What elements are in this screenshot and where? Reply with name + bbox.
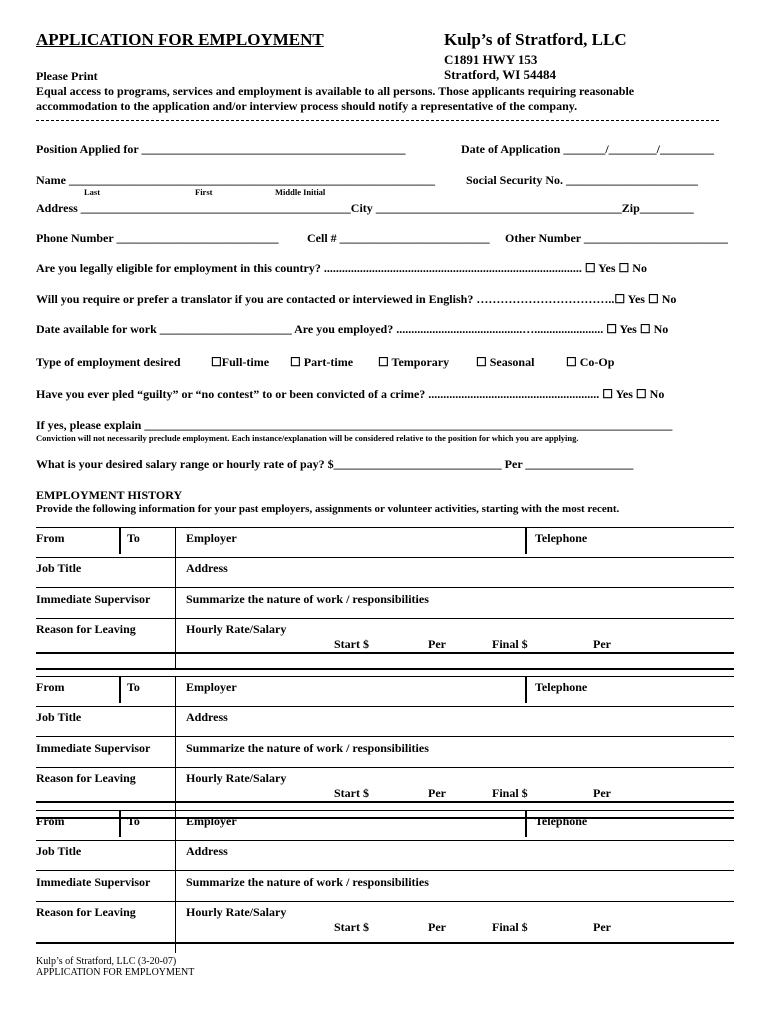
- history-entry-2-job-title-label: Job Title: [36, 710, 82, 724]
- date-available-employed-question[interactable]: Date available for work ______________________ Are you employed? ..........................................…....................... ☐ Yes ☐ No: [36, 322, 669, 336]
- history-entry-1-address-label: Address: [186, 561, 228, 575]
- history-entry-2-rule-1: [36, 706, 734, 707]
- equal-access-notice-line2: accommodation to the application and/or interview process should notify a representative of the company.: [36, 99, 578, 113]
- explain-field[interactable]: If yes, please explain ________________________________________________________________________________________: [36, 418, 673, 432]
- history-entry-1-employer-telephone-divider: [525, 528, 527, 554]
- history-entry-3-employer-telephone-divider: [525, 811, 527, 837]
- header-divider: [36, 120, 719, 121]
- history-entry-1-rule-3: [36, 618, 734, 619]
- history-entry-2-summary-label: Summarize the nature of work / responsibilities: [186, 741, 429, 755]
- crime-question[interactable]: Have you ever pled “guilty” or “no contest” to or been convicted of a crime? ......................................................... ☐ Yes ☐ No: [36, 387, 665, 401]
- history-entry-1-telephone-label: Telephone: [535, 531, 588, 545]
- history-entry-3-column-divider: [175, 810, 176, 953]
- history-entry-1-job-title-label: Job Title: [36, 561, 82, 575]
- cell-field[interactable]: Cell # _________________________: [307, 231, 490, 245]
- history-entry-3-reason-label: Reason for Leaving: [36, 905, 136, 919]
- history-entry-2-from-label: From: [36, 680, 65, 694]
- history-entry-2-bottom-rule-b: [36, 817, 734, 819]
- history-entry-3-hourly-label: Hourly Rate/Salary: [186, 905, 287, 919]
- history-entry-2-to-label: To: [127, 680, 140, 694]
- name-middle-caption: Middle Initial: [275, 187, 326, 197]
- history-entry-3-supervisor-label: Immediate Supervisor: [36, 875, 151, 889]
- history-entry-2-top-rule: [36, 676, 734, 677]
- history-entry-1-reason-label: Reason for Leaving: [36, 622, 136, 636]
- history-entry-3-employer-label: Employer: [186, 814, 237, 828]
- part-time-checkbox[interactable]: ☐ Part-time: [290, 355, 354, 369]
- history-entry-1-top-rule: [36, 527, 734, 528]
- history-entry-1-bottom-rule-a: [36, 652, 734, 654]
- co-op-checkbox[interactable]: ☐ Co-Op: [566, 355, 615, 369]
- full-time-checkbox[interactable]: ☐Full-time: [211, 355, 270, 369]
- history-entry-1-start-label: Start $: [334, 637, 369, 651]
- company-address-line2: Stratford, WI 54484: [444, 67, 557, 82]
- conviction-note: Conviction will not necessarily preclude employment. Each instance/explanation will be considered relative to the position for which you are applying.: [36, 433, 579, 443]
- history-entry-2-reason-label: Reason for Leaving: [36, 771, 136, 785]
- history-entry-2-supervisor-label: Immediate Supervisor: [36, 741, 151, 755]
- footer-form-name: APPLICATION FOR EMPLOYMENT: [36, 967, 195, 978]
- history-entry-3-job-title-label: Job Title: [36, 844, 82, 858]
- history-entry-1-bottom-rule-b: [36, 668, 734, 670]
- employment-type-label: Type of employment desired: [36, 355, 181, 369]
- history-entry-1-employer-label: Employer: [186, 531, 237, 545]
- history-entry-1-rule-2: [36, 587, 734, 588]
- history-entry-2-rule-3: [36, 767, 734, 768]
- date-of-application-field[interactable]: Date of Application _______/________/_________: [461, 142, 715, 156]
- history-entry-3-top-rule: [36, 810, 734, 811]
- history-entry-2-from-to-divider: [119, 677, 121, 703]
- history-entry-2-per-label-2: Per: [593, 786, 611, 800]
- name-field[interactable]: Name _____________________________________________________________: [36, 173, 435, 187]
- history-entry-3-per-label-1: Per: [428, 920, 446, 934]
- history-entry-2-telephone-label: Telephone: [535, 680, 588, 694]
- history-entry-1-from-label: From: [36, 531, 65, 545]
- history-entry-2-employer-label: Employer: [186, 680, 237, 694]
- history-entry-3-address-label: Address: [186, 844, 228, 858]
- history-entry-1-rule-1: [36, 557, 734, 558]
- phone-number-field[interactable]: Phone Number ___________________________: [36, 231, 279, 245]
- history-entry-3-summary-label: Summarize the nature of work / responsibilities: [186, 875, 429, 889]
- history-entry-2-address-label: Address: [186, 710, 228, 724]
- history-entry-1-supervisor-label: Immediate Supervisor: [36, 592, 151, 606]
- history-entry-2-start-label: Start $: [334, 786, 369, 800]
- name-first-caption: First: [195, 187, 213, 197]
- eligible-question[interactable]: Are you legally eligible for employment in this country? ...................................................................................... ☐ Yes ☐ No: [36, 261, 647, 275]
- history-entry-3-bottom-rule: [36, 942, 734, 944]
- history-entry-3-start-label: Start $: [334, 920, 369, 934]
- history-entry-2-column-divider: [175, 676, 176, 817]
- equal-access-notice-line1: Equal access to programs, services and employment is available to all persons. Those applicants requiring reasonable: [36, 84, 635, 98]
- ssn-field[interactable]: Social Security No. ______________________: [466, 173, 698, 187]
- history-entry-2-bottom-rule-a: [36, 801, 734, 803]
- position-applied-field[interactable]: Position Applied for ____________________________________________: [36, 142, 406, 156]
- history-entry-3-telephone-label: Telephone: [535, 814, 588, 828]
- history-entry-1-final-label: Final $: [492, 637, 528, 651]
- history-entry-3-from-label: From: [36, 814, 65, 828]
- footer-company: Kulp’s of Stratford, LLC (3-20-07): [36, 956, 177, 967]
- employment-history-intro: Provide the following information for your past employers, assignments or volunteer activities, starting with the most recent.: [36, 503, 620, 515]
- history-entry-2-final-label: Final $: [492, 786, 528, 800]
- history-entry-1-to-label: To: [127, 531, 140, 545]
- company-name: Kulp’s of Stratford, LLC: [444, 30, 627, 49]
- history-entry-3-per-label-2: Per: [593, 920, 611, 934]
- salary-field[interactable]: What is your desired salary range or hourly rate of pay? $____________________________ Per __________________: [36, 457, 634, 471]
- history-entry-3-rule-1: [36, 840, 734, 841]
- name-last-caption: Last: [84, 187, 101, 197]
- history-entry-1-summary-label: Summarize the nature of work / responsibilities: [186, 592, 429, 606]
- history-entry-1-per-label-2: Per: [593, 637, 611, 651]
- history-entry-1-from-to-divider: [119, 528, 121, 554]
- address-field[interactable]: Address _____________________________________________City _________________________________________Zip_________: [36, 201, 694, 215]
- please-print-label: Please Print: [36, 69, 98, 83]
- history-entry-3-rule-2: [36, 870, 734, 871]
- company-address-line1: C1891 HWY 153: [444, 52, 538, 67]
- history-entry-2-rule-2: [36, 736, 734, 737]
- other-number-field[interactable]: Other Number ________________________: [505, 231, 728, 245]
- translator-question[interactable]: Will you require or prefer a translator if you are contacted or interviewed in English? ……………………………..☐ Yes ☐ No: [36, 292, 677, 306]
- history-entry-1-hourly-label: Hourly Rate/Salary: [186, 622, 287, 636]
- employment-history-heading: EMPLOYMENT HISTORY: [36, 488, 183, 502]
- history-entry-1-per-label-1: Per: [428, 637, 446, 651]
- form-title: APPLICATION FOR EMPLOYMENT: [36, 30, 324, 49]
- history-entry-3-from-to-divider: [119, 811, 121, 837]
- history-entry-2-hourly-label: Hourly Rate/Salary: [186, 771, 287, 785]
- history-entry-2-employer-telephone-divider: [525, 677, 527, 703]
- history-entry-1-column-divider: [175, 527, 176, 668]
- history-entry-3-final-label: Final $: [492, 920, 528, 934]
- temporary-checkbox[interactable]: ☐ Temporary: [378, 355, 450, 369]
- history-entry-3-to-label: To: [127, 814, 140, 828]
- seasonal-checkbox[interactable]: ☐ Seasonal: [476, 355, 535, 369]
- history-entry-2-per-label-1: Per: [428, 786, 446, 800]
- history-entry-3-rule-3: [36, 901, 734, 902]
